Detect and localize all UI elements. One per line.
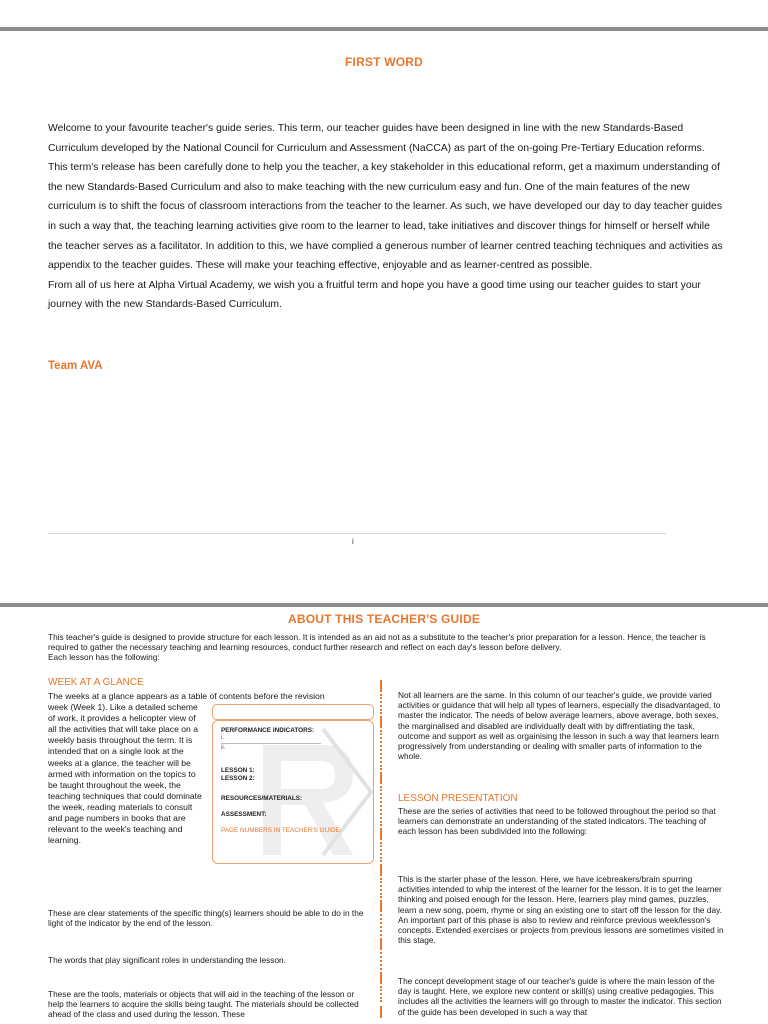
box-tab	[212, 704, 374, 720]
column-divider-dots	[380, 878, 384, 898]
resources-text: These are the tools, materials or objects that will aid in the teaching of the lesson or help the learners to acquire the skills being taught. The materials should be collected ahead of the class and used during the lesson. These	[48, 989, 359, 1020]
column-divider	[380, 1006, 382, 1018]
fill-line	[221, 743, 321, 744]
resources-label: RESOURCES/MATERIALS:	[221, 795, 303, 802]
lesson1-label: LESSON 1:	[221, 767, 255, 774]
presentation-heading: LESSON PRESENTATION	[398, 793, 518, 804]
week-wrapped-text: week (Week 1). Like a detailed scheme of work, it provides a helicopter view of all the activities that will take place on a weekly basis throughout the term. It is intended that on a single look at the weeks at a glance, the teacher will be armed with information on the topics to be taught throughout the week, the teaching techniques that could dominate the week, reading materials to consult and page numbers in books that are relevant to the week's teaching and learning.	[48, 702, 202, 846]
column-divider	[380, 900, 382, 912]
section-title: ABOUT THIS TEACHER'S GUIDE	[287, 612, 481, 626]
week-first-line: The weeks at a glance appears as a table of contents before the revision	[48, 691, 325, 701]
column-divider-dots	[380, 842, 384, 862]
intro-line: Each lesson has the following:	[48, 652, 160, 663]
column-divider-dots	[380, 952, 384, 970]
column-divider-dots	[380, 730, 384, 770]
column-divider	[380, 772, 382, 784]
indicators-text: These are clear statements of the specific thing(s) learners should be able to do in the light of the indicator by the end of the lesson.	[48, 908, 364, 929]
welcome-text	[48, 119, 724, 315]
presentation-text: These are the series of activities that need to be followed throughout the period so that learners can demonstrate an understanding of the stated indicators. The teaching of each lesson has been subdivided into the following:	[398, 806, 716, 837]
column-divider-dots	[380, 986, 384, 1002]
column-divider	[380, 716, 382, 728]
column-divider-dots	[380, 786, 384, 826]
signature: Team AVA	[48, 360, 103, 372]
column-divider	[380, 680, 382, 692]
welcome-paragraph: Welcome to your favourite teacher's guide series. This term, our teacher guides have been designed in line with the new Standards-Based Curriculum developed by the National Council for Curriculum and Assessment (NaCCA) as part of the on-going Pre-Tertiary Education reforms. This term's release has been carefully done to help you the teacher, a key stakeholder in this educational reform, get a maximum understanding of the new Standards-Based Curriculum and also to make teaching with the new curriculum easy and fun. One of the main features of the new curriculum is to shift the focus of classroom interactions from the teacher to the learner. As such, we have developed our day to day teacher guides in such a way that, the teaching learning activities give room to the learner to lead, take initiatives and discover things for himself or herself while the teacher serves as a facilitator. In addition to this, we have complied a generous number of learner centred teaching techniques and activities as appendix to the teacher guides. These will make your teaching effective, enjoyable and as learner-centred as possible.	[48, 123, 723, 272]
column-divider	[380, 972, 382, 984]
item-ii: ii.	[221, 745, 226, 751]
column-divider-dots	[380, 694, 384, 714]
week-heading: WEEK AT A GLANCE	[48, 677, 144, 688]
page-numbers-label: PAGE NUMBERS IN TEACHER'S GUIDE:	[221, 827, 342, 834]
week-at-a-glance-template	[212, 720, 374, 864]
top-rule-page2	[0, 603, 768, 607]
column-divider	[380, 938, 382, 950]
column-divider	[380, 828, 382, 840]
page-number: i	[352, 537, 354, 546]
page-title: FIRST WORD	[345, 55, 423, 69]
closing-paragraph: From all of us here at Alpha Virtual Academy, we wish you a fruitful term and hope you have a good time using our teacher guides to start your journey with the new Standards-Based Curriculum.	[48, 279, 701, 311]
intro-text	[48, 632, 720, 663]
performance-indicators-label: PERFORMANCE INDICATORS:	[221, 727, 315, 734]
item-i: i.	[221, 735, 224, 741]
column-divider-dots	[380, 914, 384, 936]
column-divider	[380, 864, 382, 876]
keywords-text: The words that play significant roles in understanding the lesson.	[48, 955, 286, 965]
starter-text: This is the starter phase of the lesson. Here, we have icebreakers/brain spurring activities intended to whip the interest of the learner for the lesson. It is to get the learner thinking and poised enough for the lesson. Here, learners play mind games, puzzles, learn a new song, poem, rhyme or sing an existing one to start off the lesson for the day. An important part of this phase is also to review and reinforce previous week/lesson's concepts. Extended exercises or projects from previous lessons are sometimes visited in this stage.	[398, 874, 724, 946]
top-rule	[0, 27, 768, 31]
footer-divider	[48, 533, 666, 534]
lesson2-label: LESSON 2:	[221, 775, 255, 782]
watermark-logo	[253, 725, 373, 859]
intro-paragraph: This teacher's guide is designed to provide structure for each lesson. It is intended as an aid not as a substitute to the teacher's prior preparation for a lesson. Hence, the teacher is required to gather the necessary teaching and learning resources, conduct further research and reflect on each day's lesson before delivery.	[48, 632, 706, 653]
main-text: The concept development stage of our teacher's guide is where the main lesson of the day is taught. Here, we explore new content or skill(s) using creative pedagogies. This includes all the activities the learners will go through to master the indicator. This section of the guide has been developed in such a way that	[398, 976, 722, 1017]
differentiation-text: Not all learners are the same. In this column of our teacher's guide, we provide varied activities or guidance that will help all types of learners, especially the disadvantaged, to master the indicator. The needs of below average learners, above average, both sexes, the marginalised and disabled are individually dealt with by diffrentiating the task, outcome and support as well as orgainising the lesson in such a way that learners learn progressively from understanding or dealing with smaller parts of information to the whole.	[398, 690, 721, 762]
assessment-label: ASSESSMENT:	[221, 811, 267, 818]
